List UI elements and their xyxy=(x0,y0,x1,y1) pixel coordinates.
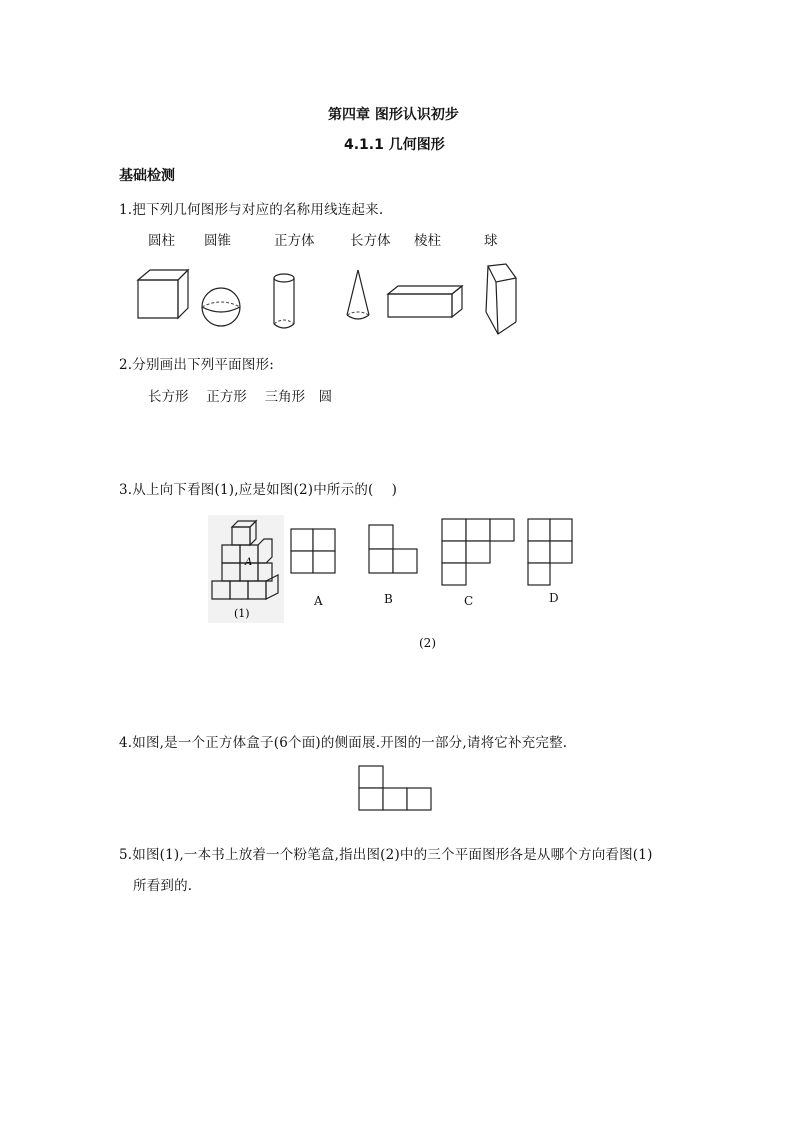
question-3-text: 3.从上向下看图(1),应是如图(2)中所示的( ) xyxy=(119,482,398,498)
plane-shapes-list: 长方形 正方形 三角形 圆 xyxy=(148,389,333,405)
question-2-text: 2.分别画出下列平面图形: xyxy=(119,357,275,373)
cuboid-icon xyxy=(382,280,472,325)
option-b-label: B xyxy=(384,592,393,606)
option-b-grid xyxy=(368,524,420,576)
option-d-grid xyxy=(527,518,577,588)
section-heading: 基础检测 xyxy=(119,168,175,184)
option-d-label: D xyxy=(549,591,559,605)
question-1-text: 1.把下列几何图形与对应的名称用线连起来. xyxy=(119,202,384,218)
cone-icon xyxy=(338,266,378,326)
cube-net-partial xyxy=(358,765,434,815)
name-cone: 圆锥 xyxy=(204,233,231,249)
name-cylinder: 圆柱 xyxy=(148,233,175,249)
cylinder-icon xyxy=(266,266,306,336)
stacked-cubes-figure xyxy=(208,515,284,625)
option-c-label: C xyxy=(464,594,474,608)
option-a-label: A xyxy=(314,594,323,608)
name-cube: 正方体 xyxy=(274,233,315,249)
question-5-text-line-2: 所看到的. xyxy=(133,878,193,894)
figure-2-caption: (2) xyxy=(419,636,436,650)
sphere-icon xyxy=(196,280,246,330)
option-a-grid xyxy=(290,528,338,576)
figure-1-caption: (1) xyxy=(234,607,250,620)
cube-icon xyxy=(130,260,200,330)
section-title: 4.1.1 几何图形 xyxy=(344,137,445,153)
option-c-grid xyxy=(441,518,517,588)
question-5-text-line-1: 5.如图(1),一本书上放着一个粉笔盒,指出图(2)中的三个平面图形各是从哪个方向看图(1) xyxy=(119,847,653,863)
question-4-text: 4.如图,是一个正方体盒子(6个面)的侧面展.开图的一部分,请将它补充完整. xyxy=(119,735,568,751)
chapter-title: 第四章 图形认识初步 xyxy=(328,107,459,123)
prism-icon xyxy=(478,260,528,340)
figure-mark-a: A xyxy=(245,557,253,568)
name-cuboid: 长方体 xyxy=(350,233,391,249)
name-prism: 棱柱 xyxy=(414,233,441,249)
name-sphere: 球 xyxy=(484,233,498,249)
